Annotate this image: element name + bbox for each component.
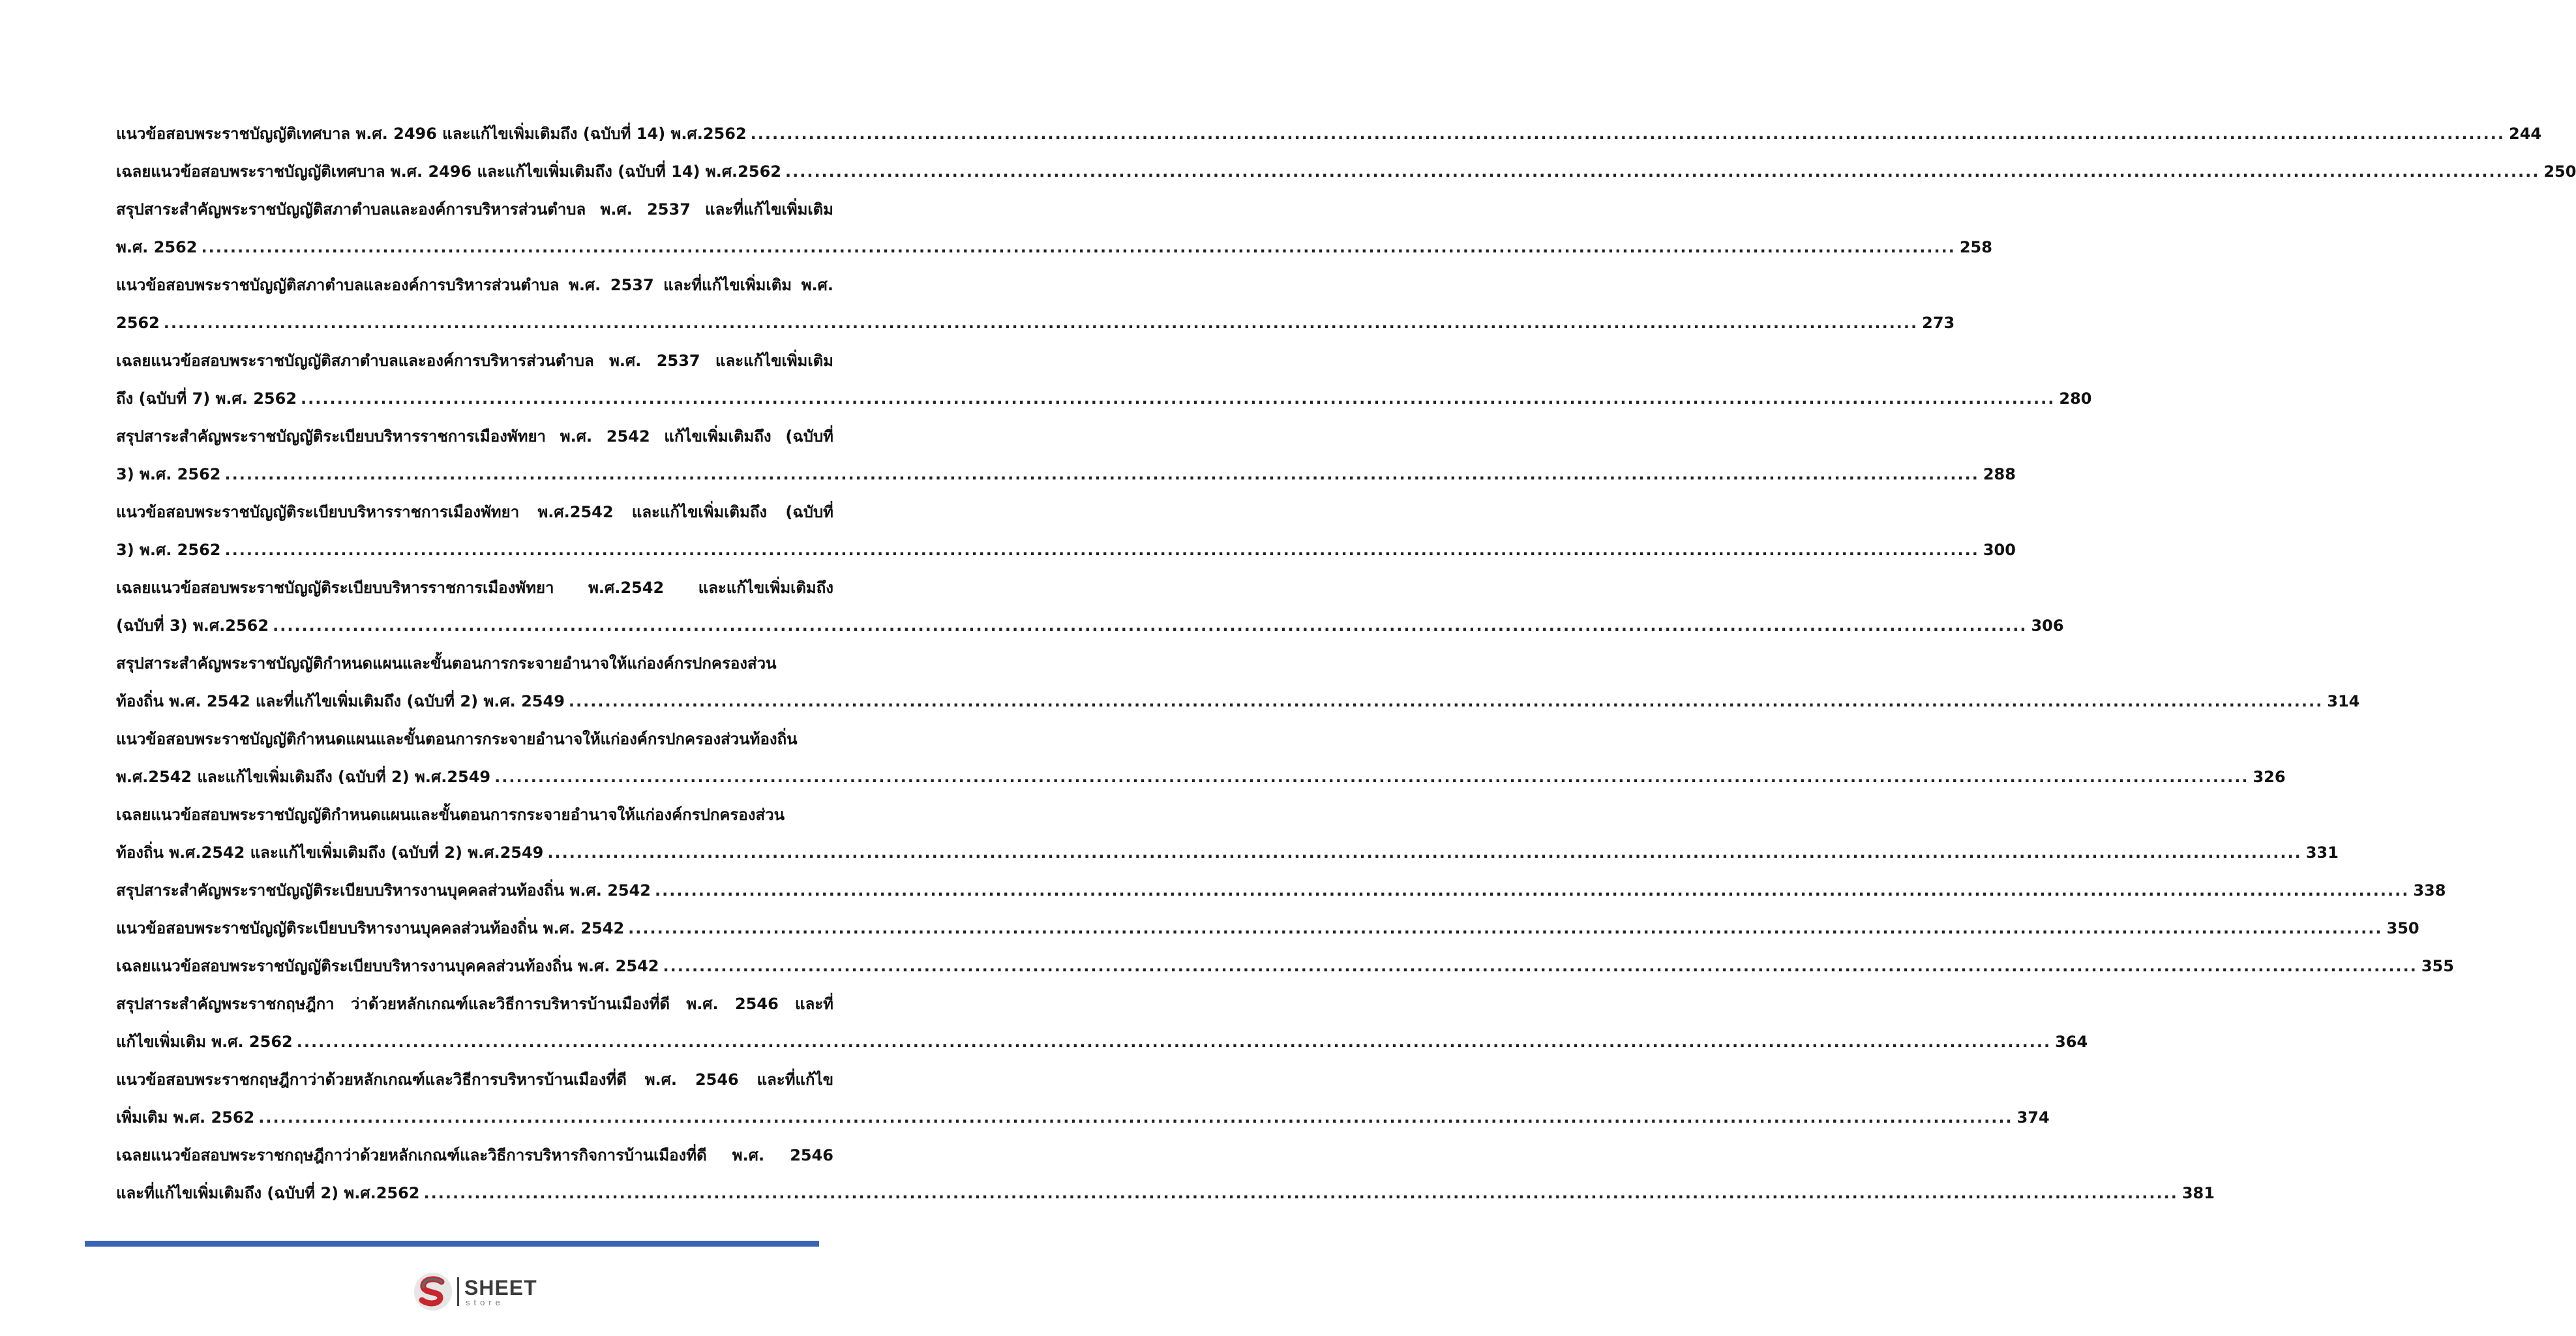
toc-page-number: 381 bbox=[2181, 1184, 2215, 1202]
toc-entry-last-line bbox=[116, 1099, 2050, 1136]
toc-entry-title-line: เฉลยแนวข้อสอบพระราชบัญญัติเทศบาล พ.ศ. 2496 และแก้ไขเพิ่มเติมถึง (ฉบับที่ 14) พ.ศ.2562 bbox=[116, 162, 781, 181]
toc-entry-title-line: เฉลยแนวข้อสอบพระราชบัญญัติสภาตำบลและองค์การบริหารส่วนตำบล พ.ศ. 2537 และแก้ไขเพิ่มเติม bbox=[116, 352, 833, 370]
toc-entry-last-line bbox=[116, 455, 2016, 493]
dot-leader bbox=[785, 153, 2539, 190]
toc-entry[interactable] bbox=[116, 1136, 2215, 1212]
toc-entry-title-line: และที่แก้ไขเพิ่มเติมถึง (ฉบับที่ 2) พ.ศ.2562 bbox=[116, 1184, 420, 1202]
toc-entry[interactable] bbox=[116, 569, 2064, 645]
toc-entry-title-line: แนวข้อสอบพระราชบัญญัติเทศบาล พ.ศ. 2496 และแก้ไขเพิ่มเติมถึง (ฉบับที่ 14) พ.ศ.2562 bbox=[116, 125, 747, 143]
toc-entry-title-line: เพิ่มเติม พ.ศ. 2562 bbox=[116, 1108, 255, 1127]
toc-entry-title-line: เฉลยแนวข้อสอบพระราชบัญญัติระเบียบบริหารราชการเมืองพัทยา พ.ศ.2542 และแก้ไขเพิ่มเติมถึง bbox=[116, 579, 833, 597]
toc-entry-title-line: สรุปสาระสำคัญพระราชบัญญัติระเบียบบริหารงานบุคคลส่วนท้องถิ่น พ.ศ. 2542 bbox=[116, 881, 651, 900]
toc-page-number: 244 bbox=[2509, 125, 2542, 143]
toc-entry-last-line bbox=[116, 682, 2360, 720]
toc-entry[interactable] bbox=[116, 947, 2454, 985]
dot-leader bbox=[547, 834, 2301, 872]
toc-entry-last-line bbox=[116, 758, 2286, 796]
dot-leader bbox=[301, 380, 2055, 418]
s-logo-icon bbox=[413, 1271, 453, 1312]
toc-entry-last-line bbox=[116, 607, 2064, 645]
toc-page-number: 314 bbox=[2327, 692, 2360, 710]
toc-entry-last-line bbox=[116, 115, 2542, 153]
toc-page-number: 355 bbox=[2421, 957, 2454, 975]
toc-page-number: 338 bbox=[2413, 881, 2446, 900]
dot-leader bbox=[164, 304, 1918, 342]
toc-entry-title-line: แก้ไขเพิ่มเติม พ.ศ. 2562 bbox=[116, 1033, 293, 1051]
toc-entry[interactable] bbox=[116, 720, 2286, 796]
toc-page-number: 300 bbox=[1983, 541, 2016, 559]
dot-leader bbox=[224, 455, 1979, 493]
toc-entry-title-line: สรุปสาระสำคัญพระราชบัญญัติระเบียบบริหารราชการเมืองพัทยา พ.ศ. 2542 แก้ไขเพิ่มเติมถึง (ฉบับที่ bbox=[116, 427, 833, 446]
toc-entry-title-line: เฉลยแนวข้อสอบพระราชกฤษฎีกาว่าด้วยหลักเกณฑ์และวิธีการบริหารกิจการบ้านเมืองที่ดี พ.ศ. 2546 bbox=[116, 1146, 833, 1164]
dot-leader bbox=[628, 909, 2382, 947]
toc-entry[interactable] bbox=[116, 493, 2016, 569]
toc-page-number: 288 bbox=[1983, 465, 2016, 483]
toc-entry-last-line bbox=[116, 380, 2092, 418]
toc-entry-title-line: 3) พ.ศ. 2562 bbox=[116, 541, 221, 559]
toc-entry[interactable] bbox=[116, 1061, 2050, 1136]
toc-page-number: 364 bbox=[2055, 1033, 2088, 1051]
dot-leader bbox=[258, 1099, 2013, 1136]
toc-page-number: 280 bbox=[2059, 389, 2092, 408]
toc-entry-title-line: สรุปสาระสำคัญพระราชบัญญัติสภาตำบลและองค์การบริหารส่วนตำบล พ.ศ. 2537 และที่แก้ไขเพิ่มเติม bbox=[116, 200, 833, 219]
toc-entry-title-line: 2562 bbox=[116, 314, 160, 332]
toc-entry-last-line bbox=[116, 304, 1955, 342]
toc-entry-title-line: (ฉบับที่ 3) พ.ศ.2562 bbox=[116, 616, 269, 635]
toc-entry[interactable] bbox=[116, 872, 2446, 909]
toc-entry-title-line: สรุปสาระสำคัญพระราชกฤษฎีกา ว่าด้วยหลักเกณฑ์และวิธีการบริหารบ้านเมืองที่ดี พ.ศ. 2546 และที่ bbox=[116, 995, 833, 1013]
toc-entry[interactable] bbox=[116, 796, 2339, 872]
toc-entry[interactable] bbox=[116, 190, 1992, 266]
toc-page-number: 273 bbox=[1922, 314, 1955, 332]
toc-entry-title-line: ท้องถิ่น พ.ศ.2542 และแก้ไขเพิ่มเติมถึง (ฉบับที่ 2) พ.ศ.2549 bbox=[116, 843, 544, 862]
toc-entry-last-line bbox=[116, 947, 2454, 985]
toc-entry-title-line: พ.ศ. 2562 bbox=[116, 238, 198, 256]
toc-entry-last-line bbox=[116, 872, 2446, 909]
toc-entry-title-line: สรุปสาระสำคัญพระราชบัญญัติกำหนดแผนและขั้นตอนการกระจายอำนาจให้แก่องค์กรปกครองส่วน bbox=[116, 654, 777, 673]
dot-leader bbox=[297, 1023, 2051, 1061]
toc-entry[interactable] bbox=[116, 266, 1955, 342]
toc-entry[interactable] bbox=[116, 153, 2576, 190]
toc-entry[interactable] bbox=[116, 645, 2360, 720]
dot-leader bbox=[201, 228, 1955, 266]
toc-entry-title-line: เฉลยแนวข้อสอบพระราชบัญญัติระเบียบบริหารงานบุคคลส่วนท้องถิ่น พ.ศ. 2542 bbox=[116, 957, 659, 975]
toc-entry[interactable] bbox=[116, 115, 2542, 153]
toc-entry[interactable] bbox=[116, 342, 2092, 418]
toc-page-number: 326 bbox=[2253, 768, 2286, 786]
toc-entry-title-line: แนวข้อสอบพระราชบัญญัติสภาตำบลและองค์การบริหารส่วนตำบล พ.ศ. 2537 และที่แก้ไขเพิ่มเติม พ.ศ. bbox=[116, 276, 833, 294]
toc-entry-title-line: พ.ศ.2542 และแก้ไขเพิ่มเติมถึง (ฉบับที่ 2) พ.ศ.2549 bbox=[116, 768, 491, 786]
toc-entry-last-line bbox=[116, 153, 2576, 190]
toc-entry[interactable] bbox=[116, 418, 2016, 493]
dot-leader bbox=[751, 115, 2505, 153]
toc-entry-title-line: เฉลยแนวข้อสอบพระราชบัญญัติกำหนดแผนและขั้นตอนการกระจายอำนาจให้แก่องค์กรปกครองส่วน bbox=[116, 806, 785, 824]
toc-entry-title-line: ถึง (ฉบับที่ 7) พ.ศ. 2562 bbox=[116, 389, 297, 408]
toc-entry-last-line bbox=[116, 531, 2016, 569]
toc-entry-title-line: แนวข้อสอบพระราชบัญญัติระเบียบบริหารงานบุคคลส่วนท้องถิ่น พ.ศ. 2542 bbox=[116, 919, 625, 937]
dot-leader bbox=[663, 947, 2417, 985]
toc-page-number: 350 bbox=[2386, 919, 2419, 937]
table-of-contents bbox=[116, 115, 2576, 1212]
toc-entry-last-line bbox=[116, 1174, 2215, 1212]
toc-entry[interactable] bbox=[116, 985, 2088, 1061]
toc-entry-last-line bbox=[116, 228, 1992, 266]
dot-leader bbox=[655, 872, 2409, 909]
sheet-store-logo bbox=[413, 1271, 537, 1313]
toc-page-number: 306 bbox=[2031, 616, 2064, 635]
toc-entry-last-line bbox=[116, 909, 2419, 947]
toc-page-number: 374 bbox=[2016, 1108, 2050, 1127]
dot-leader bbox=[424, 1174, 2178, 1212]
toc-entry-title-line: 3) พ.ศ. 2562 bbox=[116, 465, 221, 483]
logo-word: SHEET bbox=[464, 1275, 537, 1299]
toc-page-number: 331 bbox=[2305, 843, 2339, 862]
toc-entry-title-line: แนวข้อสอบพระราชกฤษฎีกาว่าด้วยหลักเกณฑ์และวิธีการบริหารบ้านเมืองที่ดี พ.ศ. 2546 และที่แก้ไข bbox=[116, 1070, 833, 1089]
toc-entry-title-line: แนวข้อสอบพระราชบัญญัติระเบียบบริหารราชการเมืองพัทยา พ.ศ.2542 และแก้ไขเพิ่มเติมถึง (ฉบับที่ bbox=[116, 503, 833, 521]
dot-leader bbox=[224, 531, 1979, 569]
toc-entry-last-line bbox=[116, 834, 2339, 872]
footer-divider bbox=[85, 1241, 819, 1247]
logo-separator bbox=[457, 1277, 459, 1306]
dot-leader bbox=[273, 607, 2027, 645]
toc-page-number: 250 bbox=[2543, 162, 2576, 181]
toc-entry-title-line: แนวข้อสอบพระราชบัญญัติกำหนดแผนและขั้นตอนการกระจายอำนาจให้แก่องค์กรปกครองส่วนท้องถิ่น bbox=[116, 730, 798, 748]
dot-leader bbox=[494, 758, 2249, 796]
logo-text bbox=[464, 1277, 537, 1307]
toc-page-number: 258 bbox=[1959, 238, 1992, 256]
dot-leader bbox=[569, 682, 2323, 720]
logo-subtext: store bbox=[466, 1297, 504, 1307]
toc-entry-title-line: ท้องถิ่น พ.ศ. 2542 และที่แก้ไขเพิ่มเติมถึง (ฉบับที่ 2) พ.ศ. 2549 bbox=[116, 692, 565, 710]
toc-entry-last-line bbox=[116, 1023, 2088, 1061]
toc-entry[interactable] bbox=[116, 909, 2419, 947]
